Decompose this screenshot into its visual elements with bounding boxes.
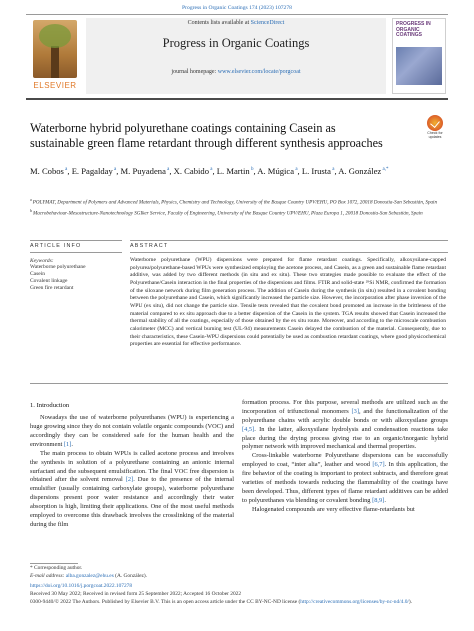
abstract-label: ABSTRACT [130, 243, 169, 249]
body-paragraph [242, 452, 448, 505]
paragraph-text: , and the functionalization of the polyurethane chains with acrylic double bonds or with alkoxysilane groups [242, 407, 448, 424]
license-end: ). [408, 598, 413, 605]
author-name[interactable]: L. Martin [216, 166, 250, 176]
citation-link[interactable]: [2] [125, 476, 134, 484]
citation-link[interactable]: [4,5] [242, 425, 255, 433]
homepage-prefix: journal homepage: [171, 69, 218, 75]
abstract-bottom-divider [30, 383, 448, 384]
journal-title: Progress in Organic Coatings [162, 36, 310, 50]
email-line [30, 573, 450, 581]
body-column-right [242, 399, 448, 515]
body-paragraph [242, 399, 448, 452]
received-dates: Received 30 May 2022; Received in revised form 25 September 2022; Accepted 16 October 2022 [30, 591, 242, 598]
author-name[interactable]: X. Cabido [173, 166, 209, 176]
email-owner: (A. González). [113, 572, 148, 579]
homepage-link[interactable]: www.elsevier.com/locate/porgcoat [217, 69, 301, 75]
author-affiliation-mark: a [112, 167, 117, 173]
author-name[interactable]: A. Múgica [257, 166, 295, 176]
author-affiliation-mark: a [165, 167, 170, 173]
article-info-label: ARTICLE INFO [30, 243, 82, 249]
affiliation-item [30, 197, 450, 207]
paragraph-text: . In the latter, alkoxysilane hydrolysis and condensation reactions take place during the drying process giving rise to an organic/inorganic hybrid polymer network with improved mechanical and thermal properties. [242, 425, 448, 451]
masthead-bottom-divider [26, 98, 448, 100]
journal-reference-link[interactable]: Progress in Organic Coatings 174 (2023) 107278 [182, 5, 292, 11]
author-separator: , [253, 166, 258, 176]
abstract-text: Waterborne polyurethane (WPU) dispersions were prepared for flame retardant coatings. Specifically, alkoxysilane-capped polyurea/polyurethane-based WPUs were synthesized employing the acetone process, and Casein, as a green and sustainable flame retardant additive, was added by two different methods (in situ and ex situ). These two strategies made possible to evaluate the effect of the Polyurethane/Casein interaction in the final properties of the dispersions and films. FTIR and solid-state ²⁹Si NMR, confirmed the formation of the siloxane network during film generation process. The addition of Casein during the synthesis (in situ) resulted in a covalent bonding between the polyurethane and Casein, which significantly increased the particle size. However, the incorporation after phase inversion of the WPU (ex situ), did not change the particle size. Tensile tests revealed that the covalent bond promoted an increase in the brittleness of the material compared to ex situ approach due to a better dispersion of the Casein in the system. TGA results showed that Casein increased the thermal stability of all the coatings, especially of those obtained by the ex situ route. Moreover, and according to the microscale combustion calorimeter (MCC) and vertical burning test (UL-94) measurements Casein delayed the combustion of the material. Consequently, due to their characteristics, these Casein-WPU dispersions could potentially be used as combustion retardant coatings, where good physicochemical properties are essential for effective performance. [130, 257, 446, 348]
affiliation-text: POLYMAT, Department of Polymers and Advanced Materials, Physics, Chemistry and Technology, University of the Basque Country UPV/EHU, PO Box 1072, 20018 Donostia-San Sebastián, Spain [32, 199, 438, 206]
footnotes [30, 565, 450, 606]
journal-info-box [86, 18, 386, 94]
author-separator: , [67, 166, 72, 176]
body-paragraph [30, 450, 234, 530]
paragraph-text: . [71, 440, 73, 448]
author-name[interactable]: A. González [338, 166, 382, 176]
author-name[interactable]: E. Pagalday [71, 166, 113, 176]
journal-reference [0, 5, 474, 11]
email-link[interactable]: alba.gonzalez@ehu.es [65, 572, 114, 579]
keyword-item: Green fire retardant [30, 285, 74, 292]
author-affiliation-mark: a,* [381, 167, 389, 173]
paragraph-text: . Due to the presence of the internal emulsifier (usually containing carboxylate groups), waterborne polyurethane dispersions present poor water resistance and accordingly their water absorption is high, limiting their applications. One of the most useful methods employed to overcome this drawback involves the crosslinking of the material during the film [30, 476, 234, 528]
masthead-top-divider [26, 14, 448, 15]
paragraph-text: Cross-linkable waterborne Polyurethane dispersions can be successfully employed to coat, “inter alia”, leather and wood [242, 452, 448, 469]
contents-line [86, 20, 386, 26]
keywords-list [30, 264, 86, 292]
author-affiliation-mark: a [330, 167, 335, 173]
author-affiliation-mark: a [63, 167, 68, 173]
affiliation-mark: a [30, 197, 33, 202]
introduction-heading: 1. Introduction [30, 402, 70, 409]
keywords-heading: Keywords: [30, 258, 54, 264]
author-affiliation-mark: a [294, 167, 298, 173]
citation-link[interactable]: [1] [63, 440, 72, 448]
author-affiliation-mark: b [249, 167, 254, 173]
corresponding-author-note: * Corresponding author. [30, 565, 83, 571]
author-separator: , [212, 166, 217, 176]
footnote-divider [30, 563, 78, 564]
publisher-name: ELSEVIER [33, 81, 77, 90]
cover-title: PROGRESS IN ORGANIC COATINGS [396, 21, 431, 38]
affiliation-mark: b [30, 208, 33, 214]
doi-line [30, 583, 450, 591]
paragraph-text: The main process to obtain WPUs is called acetone process and involves the synthesis in solution of a polyurethane containing an anionic internal surfactant and the subsequent emulsification. The final VOC free dispersion is obtained after the solvent removal [30, 449, 234, 484]
citation-link[interactable]: [8,9] [372, 496, 385, 504]
journal-masthead [26, 14, 448, 100]
author-name[interactable]: M. Puyadena [120, 166, 166, 176]
affiliation-item [30, 208, 450, 218]
author-separator: , [334, 166, 339, 176]
journal-homepage-line [86, 69, 386, 75]
body-paragraph: Halogenated compounds are very effective flame-retardants but [252, 505, 415, 513]
author-name[interactable]: M. Cobos [30, 166, 64, 176]
body-paragraph [30, 414, 234, 450]
author-separator: , [297, 166, 302, 176]
paragraph-text: Nowadays the use of waterborne polyurethanes (WPU) is experiencing a huge growing since they do not contain volatile organic compounds (VOC) and accordingly they can be considered safe for the human health and the environment [30, 414, 234, 448]
cover-image [396, 47, 442, 85]
check-for-updates-button[interactable] [424, 115, 446, 143]
keyword-item: Covalent linkage [30, 278, 68, 285]
paragraph-text: . [384, 496, 386, 504]
article-title: Waterborne hybrid polyurethane coatings containing Casein as sustainable green flame retardant through different synthesis approaches [30, 121, 383, 151]
elsevier-logo[interactable] [30, 20, 80, 92]
author-list [30, 165, 450, 177]
license-link[interactable]: http://creativecommons.org/licenses/by-nc-nd/4.0/ [300, 598, 409, 605]
doi-link[interactable]: https://doi.org/10.1016/j.porgcoat.2022.107278 [30, 583, 133, 590]
license-text: 0300-9440/© 2022 The Authors. Published by Elsevier B.V. This is an open access article under the CC BY-NC-ND license ( [30, 598, 301, 605]
elsevier-tree-icon [33, 20, 77, 78]
paragraph-text: formation process. For this purpose, several methods are utilized such as the incorporation of trifunctional monomers [242, 399, 448, 415]
author-separator: , [116, 166, 121, 176]
sciencedirect-link[interactable]: ScienceDirect [250, 20, 285, 26]
author-name[interactable]: L. Irusta [301, 166, 331, 176]
contents-prefix: Contents lists available at [187, 20, 251, 26]
abstract-divider [130, 252, 448, 253]
check-updates-label: Check for updates [427, 131, 443, 139]
email-label: E-mail address: [30, 572, 66, 579]
body-column-left [30, 399, 234, 530]
abstract-top-divider [130, 240, 448, 241]
article-info-divider [30, 252, 122, 253]
article-info-top-divider [30, 240, 122, 241]
citation-link[interactable]: [6,7] [372, 461, 385, 469]
affiliation-list [30, 197, 450, 219]
check-updates-icon [427, 115, 443, 131]
affiliation-text: Macrobehaviour-Mesostructure-Nanotechnology SGIker Service, Faculty of Engineering, University of the Basque Country UPV/EHU, Plaza Europa 1, 20018 Donostia-San Sebastián, Spain [33, 210, 423, 217]
keyword-item: Waterborne polyurethane [30, 264, 86, 270]
license-line [30, 599, 450, 607]
keyword-item: Casein [30, 271, 45, 278]
author-separator: , [169, 166, 174, 176]
paragraph-text: . In this application, the fire behavior of the coating is important to protect subtracts, and therefore great varieties of methods towards reducing the flammability of the coatings have been developed. Thus, different types of flame retardant additives can be added to polyurethanes via blending or covalent bonding [242, 461, 448, 504]
author-affiliation-mark: a [209, 167, 213, 173]
journal-cover-thumbnail[interactable] [392, 18, 446, 94]
citation-link[interactable]: [3] [351, 407, 359, 415]
